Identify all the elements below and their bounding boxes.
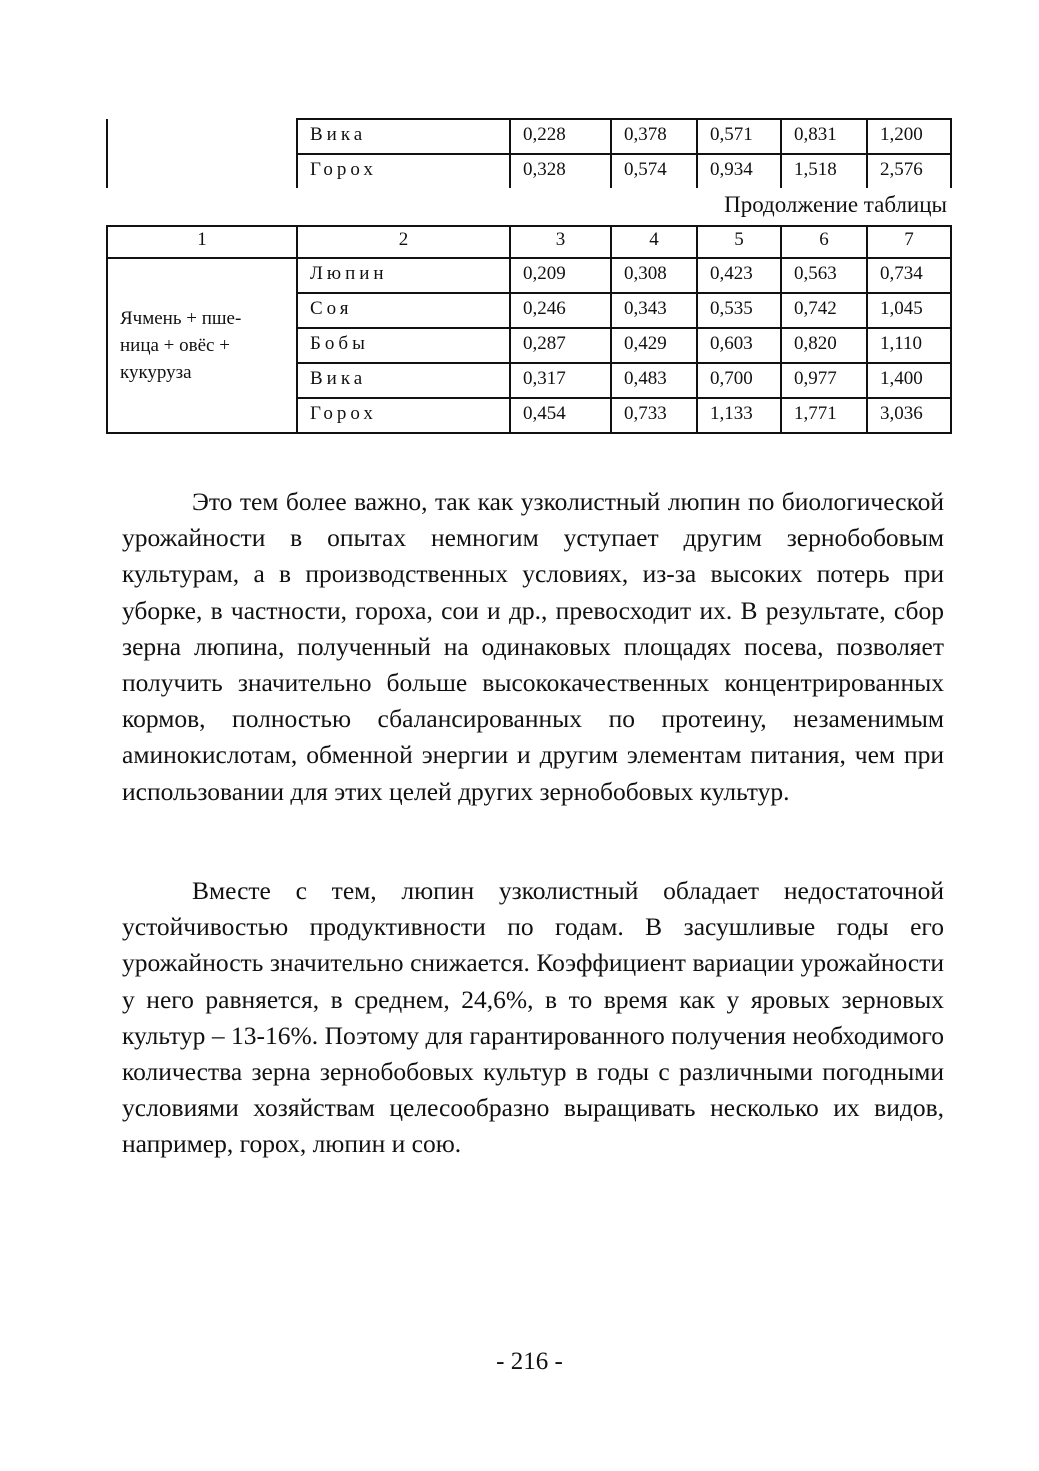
value-cell: 1,518 bbox=[781, 154, 867, 188]
page-number: - 216 - bbox=[496, 1348, 563, 1375]
table-row bbox=[107, 119, 951, 154]
crop-cell: Бобы bbox=[297, 328, 510, 363]
header-cell: 5 bbox=[697, 226, 781, 258]
header-cell: 6 bbox=[781, 226, 867, 258]
header-cell: 7 bbox=[867, 226, 951, 258]
continuation-label: Продолжение таблицы bbox=[724, 192, 947, 217]
value-cell: 0,483 bbox=[611, 363, 697, 398]
value-cell: 3,036 bbox=[867, 398, 951, 433]
value-cell: 0,328 bbox=[510, 154, 611, 188]
value-cell: 0,820 bbox=[781, 328, 867, 363]
value-cell: 0,308 bbox=[611, 258, 697, 293]
table-row bbox=[107, 258, 951, 293]
value-cell: 0,317 bbox=[510, 363, 611, 398]
value-cell: 0,742 bbox=[781, 293, 867, 328]
value-cell: 0,700 bbox=[697, 363, 781, 398]
value-cell: 0,423 bbox=[697, 258, 781, 293]
header-cell: 3 bbox=[510, 226, 611, 258]
value-cell: 0,733 bbox=[611, 398, 697, 433]
header-cell: 2 bbox=[297, 226, 510, 258]
value-cell: 1,200 bbox=[867, 119, 951, 154]
value-cell: 0,603 bbox=[697, 328, 781, 363]
table-continuation bbox=[106, 225, 952, 434]
crop-cell: Люпин bbox=[297, 258, 510, 293]
value-cell: 2,576 bbox=[867, 154, 951, 188]
value-cell: 0,574 bbox=[611, 154, 697, 188]
value-cell: 0,454 bbox=[510, 398, 611, 433]
header-cell: 1 bbox=[107, 226, 297, 258]
value-cell: 1,771 bbox=[781, 398, 867, 433]
value-cell: 0,429 bbox=[611, 328, 697, 363]
value-cell: 0,977 bbox=[781, 363, 867, 398]
value-cell: 0,378 bbox=[611, 119, 697, 154]
group-cell bbox=[107, 258, 297, 433]
value-cell: 0,563 bbox=[781, 258, 867, 293]
table-header-row bbox=[107, 226, 951, 258]
value-cell: 0,535 bbox=[697, 293, 781, 328]
crop-cell: Горох bbox=[297, 398, 510, 433]
value-cell: 0,831 bbox=[781, 119, 867, 154]
value-cell: 1,045 bbox=[867, 293, 951, 328]
crop-cell: Соя bbox=[297, 293, 510, 328]
value-cell: 1,110 bbox=[867, 328, 951, 363]
value-cell: 0,287 bbox=[510, 328, 611, 363]
header-cell: 4 bbox=[611, 226, 697, 258]
value-cell: 0,343 bbox=[611, 293, 697, 328]
group-label-line: Ячмень + пше- bbox=[120, 308, 242, 329]
value-cell: 0,934 bbox=[697, 154, 781, 188]
table-row bbox=[107, 154, 951, 188]
table-top-fragment bbox=[106, 118, 952, 188]
group-cell bbox=[107, 119, 297, 154]
crop-cell: Вика bbox=[297, 363, 510, 398]
value-cell: 1,133 bbox=[697, 398, 781, 433]
crop-cell: Горох bbox=[297, 154, 510, 188]
body-paragraph: Вместе с тем, люпин узколистный обладает недостаточной устойчивостью продуктивности по годам. В засушливые годы его урожайность значительно снижается. Коэффициент вариации урожайности у него равняется, в среднем, 24,6%, в то время как у яровых зерновых культур – 13-16%. Поэтому для гарантированного получения необходимого количества зерна зернобобовых культур в годы с различными погодными условиями хозяйствам целесообразно выращивать несколько их видов, например, горох, люпин и сою. bbox=[122, 876, 944, 1159]
body-paragraph: Это тем более важно, так как узколистный люпин по биологической урожайности в опытах немногим уступает другим зернобобовым культурам, а в производственных условиях, из-за высоких потерь при уборке, в частности, гороха, сои и др., превосходит их. В результате, сбор зерна люпина, полученный на одинаковых площадях посева, позволяет получить значительно больше высококачественных концентрированных кормов, полностью сбалансированных по протеину, незаменимым аминокислотам, обменной энергии и другим элементам питания, чем при использовании для этих целей других зернобобовых культур. bbox=[122, 487, 944, 806]
value-cell: 0,246 bbox=[510, 293, 611, 328]
group-label-line: ница + овёс + bbox=[120, 335, 230, 356]
value-cell: 1,400 bbox=[867, 363, 951, 398]
value-cell: 0,228 bbox=[510, 119, 611, 154]
value-cell: 0,209 bbox=[510, 258, 611, 293]
group-cell bbox=[107, 154, 297, 188]
group-label-line: кукуруза bbox=[120, 362, 192, 383]
value-cell: 0,734 bbox=[867, 258, 951, 293]
value-cell: 0,571 bbox=[697, 119, 781, 154]
crop-cell: Вика bbox=[297, 119, 510, 154]
